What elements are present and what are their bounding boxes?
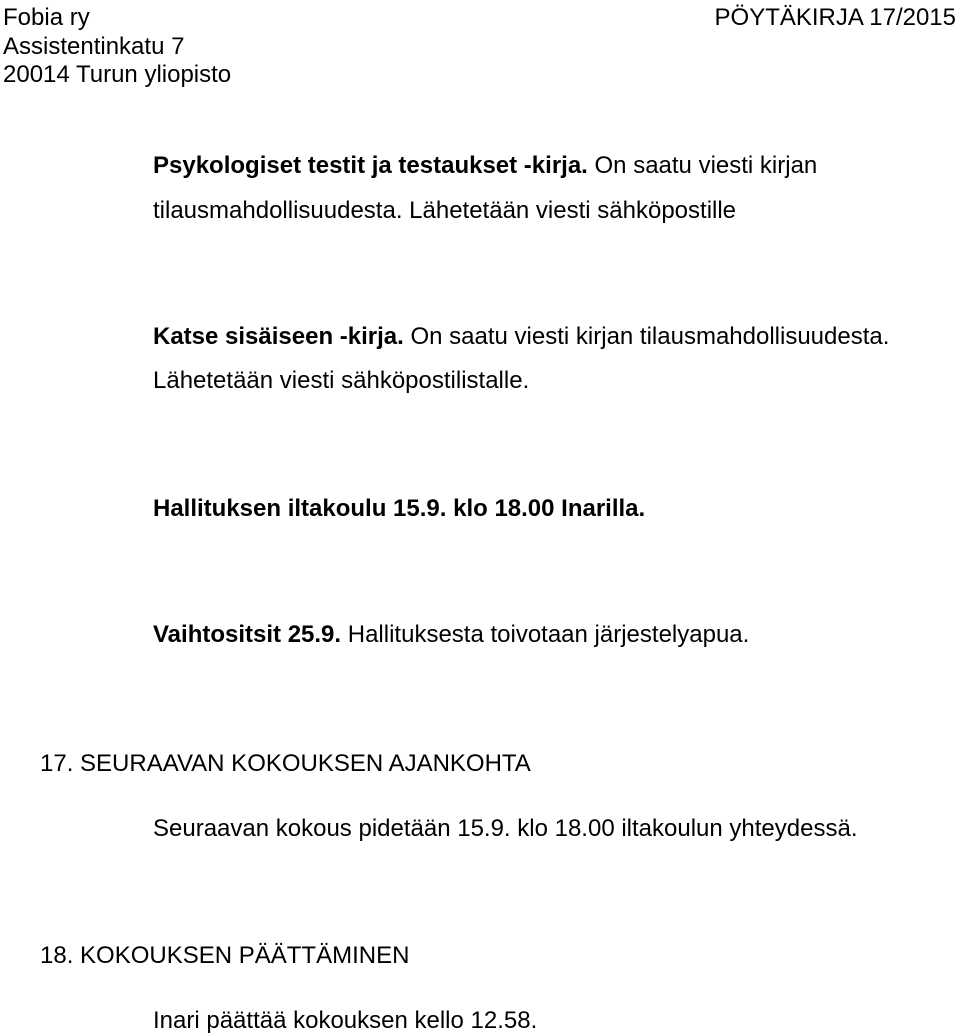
item-line [153,621,749,649]
item-text: On saatu viesti kirjan [587,152,818,179]
item-text: Hallituksesta toivotaan järjestelyapua. [341,621,750,648]
address-line-1: Assistentinkatu 7 [3,33,185,60]
item-title: Hallituksen iltakoulu 15.9. klo 18.00 Inarilla. [153,495,646,522]
section-body: Seuraavan kokous pidetään 15.9. klo 18.00 iltakoulun yhteydessä. [153,815,858,842]
address-line-2: 20014 Turun yliopisto [3,61,232,88]
item-title: Katse sisäiseen -kirja. [153,323,404,350]
item-line [153,323,889,351]
item-title: Psykologiset testit ja testaukset -kirja. [153,152,588,179]
section-heading: 17. SEURAAVAN KOKOUKSEN AJANKOHTA [40,750,531,777]
item-title: Vaihtositsit 25.9. [153,621,342,648]
item-text-continued: tilausmahdollisuudesta. Lähetetään viesti sähköpostille [153,197,737,224]
section-body: Inari päättää kokouksen kello 12.58. [153,1007,538,1034]
item-line [153,152,817,180]
item-text-continued: Lähetetään viesti sähköpostilistalle. [153,367,530,394]
item-text: On saatu viesti kirjan tilausmahdollisuudesta. [403,323,890,350]
organization-name: Fobia ry [3,4,90,31]
section-heading: 18. KOKOUKSEN PÄÄTTÄMINEN [40,942,410,969]
document-title: PÖYTÄKIRJA 17/2015 [714,4,956,31]
